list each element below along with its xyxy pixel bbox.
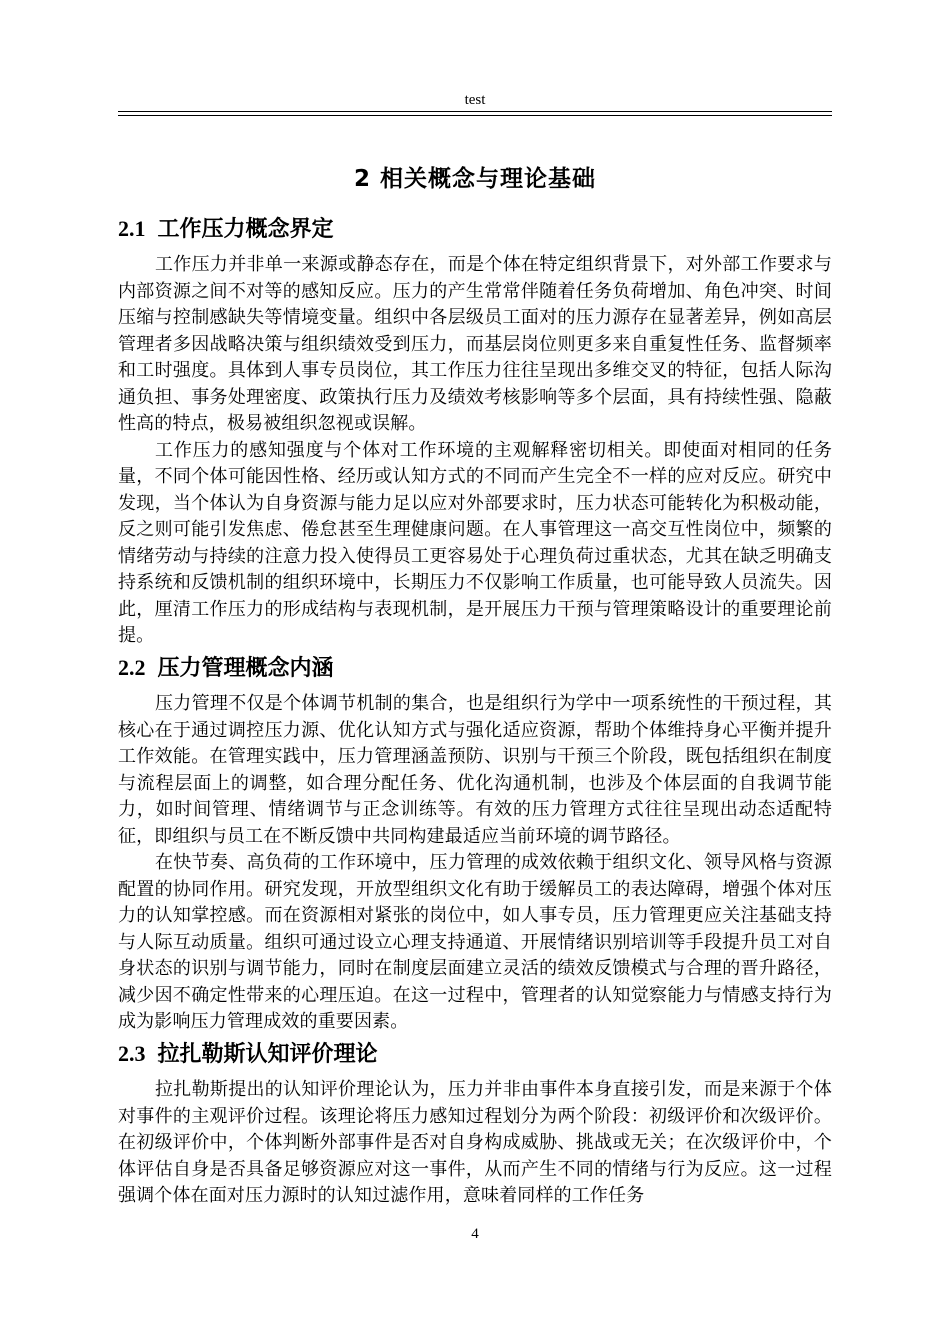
- section-title: 拉扎勒斯认知评价理论: [157, 1041, 378, 1067]
- section-heading: [118, 1039, 832, 1069]
- paragraph: 工作压力并非单一来源或静态存在，而是个体在特定组织背景下，对外部工作要求与内部资源之间不对等的感知反应。压力的产生常常伴随着任务负荷增加、角色冲突、时间压缩与控制感缺失等情境变量。组织中各层级员工面对的压力源存在显著差异，例如高层管理者多因战略决策与组织绩效受到压力，而基层岗位则更多来自重复性任务、监督频率和工时强度。具体到人事专员岗位，其工作压力往往呈现出多维交叉的特征，包括人际沟通负担、事务处理密度、政策执行压力及绩效考核影响等多个层面，具有持续性强、隐蔽性高的特点，极易被组织忽视或误解。: [118, 254, 832, 434]
- header-rule-thick: [118, 111, 832, 112]
- paragraph: 拉扎勒斯提出的认知评价理论认为，压力并非由事件本身直接引发，而是来源于个体对事件的主观评价过程。该理论将压力感知过程划分为两个阶段：初级评价和次级评价。在初级评价中，个体判断外部事件是否对自身构成威胁、挑战或无关；在次级评价中，个体评估自身是否具备足够资源应对这一事件，从而产生不同的情绪与行为反应。这一过程强调个体在面对压力源时的认知过滤作用，意味着同样的工作任务: [118, 1079, 832, 1206]
- paragraph: 在快节奏、高负荷的工作环境中，压力管理的成效依赖于组织文化、领导风格与资源配置的协同作用。研究发现，开放型组织文化有助于缓解员工的表达障碍，增强个体对压力的认知掌控感。而在资源相对紧张的岗位中，如人事专员，压力管理更应关注基础支持与人际互动质量。组织可通过设立心理支持通道、开展情绪识别培训等手段提升员工对自身状态的识别与调节能力，同时在制度层面建立灵活的绩效反馈模式与合理的晋升路径，减少因不确定性带来的心理压迫。在这一过程中，管理者的认知觉察能力与情感支持行为成为影响压力管理成效的重要因素。: [118, 852, 832, 1032]
- header-rule-thin: [118, 115, 832, 116]
- chapter-title: 2 相关概念与理论基础: [353, 166, 596, 192]
- section-number: 2.1: [118, 216, 146, 241]
- section-title: 工作压力概念界定: [157, 216, 334, 242]
- section-number: 2.2: [118, 655, 146, 680]
- paragraph: 工作压力的感知强度与个体对工作环境的主观解释密切相关。即使面对相同的任务量，不同个体可能因性格、经历或认知方式的不同而产生完全不一样的应对反应。研究中发现，当个体认为自身资源与能力足以应对外部要求时，压力状态可能转化为积极动能，反之则可能引发焦虑、倦怠甚至生理健康问题。在人事管理这一高交互性岗位中，频繁的情绪劳动与持续的注意力投入使得员工更容易处于心理负荷过重状态，尤其在缺乏明确支持系统和反馈机制的组织环境中，长期压力不仅影响工作质量，也可能导致人员流失。因此，厘清工作压力的形成结构与表现机制，是开展压力干预与管理策略设计的重要理论前提。: [118, 439, 832, 646]
- section-number: 2.3: [118, 1041, 146, 1066]
- section-title: 压力管理概念内涵: [157, 655, 334, 681]
- section-heading: [118, 214, 832, 244]
- page-number: 4: [471, 1226, 479, 1242]
- section-2-3: [118, 1039, 832, 1210]
- section-2-2: [118, 653, 832, 1036]
- running-header: test: [464, 92, 486, 108]
- section-heading: [118, 653, 832, 683]
- paragraph: 压力管理不仅是个体调节机制的集合，也是组织行为学中一项系统性的干预过程，其核心在于通过调控压力源、优化认知方式与强化适应资源，帮助个体维持身心平衡并提升工作效能。在管理实践中，压力管理涵盖预防、识别与干预三个阶段，既包括组织在制度与流程层面上的调整，如合理分配任务、优化沟通机制，也涉及个体层面的自我调节能力，如时间管理、情绪调节与正念训练等。有效的压力管理方式往往呈现出动态适配特征，即组织与员工在不断反馈中共同构建最适应当前环境的调节路径。: [118, 693, 832, 847]
- section-2-1: [118, 214, 832, 650]
